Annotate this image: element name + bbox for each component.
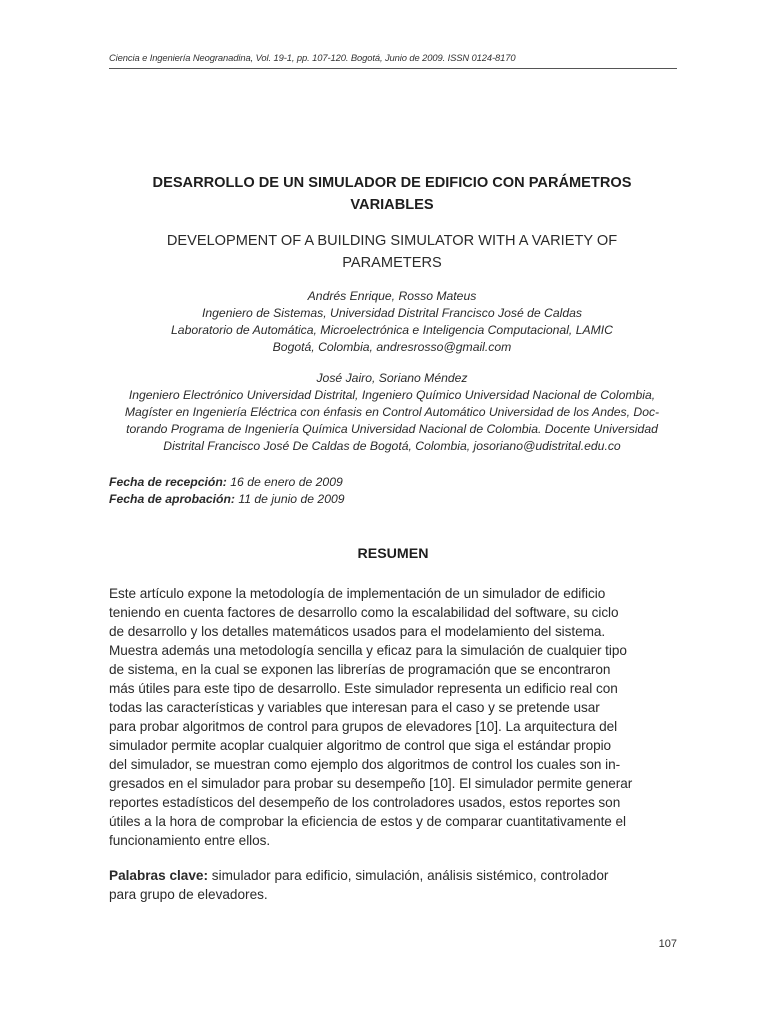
approved-date: [109, 491, 609, 508]
title-spanish: [140, 172, 644, 216]
author-affiliation-line: torando Programa de Ingeniería Química Universidad Nacional de Colombia. Docente Universidad: [126, 422, 658, 436]
author-block-2: [100, 370, 684, 455]
submission-dates: [109, 474, 609, 508]
abstract-line: de sistema, en la cual se exponen las librerías de programación que se encontraron: [109, 662, 611, 677]
title-spanish-line-2: VARIABLES: [350, 197, 434, 213]
author-affiliation-line: Laboratorio de Automática, Microelectrónica e Inteligencia Computacional, LAMIC: [171, 323, 613, 337]
section-heading-resumen: RESUMEN: [357, 546, 429, 562]
abstract-line: gresados en el simulador para probar su desempeño [10]. El simulador permite generar: [109, 776, 633, 791]
abstract-line: simulador permite acoplar cualquier algoritmo de control que siga el estándar propio: [109, 738, 612, 753]
title-english-line-1: DEVELOPMENT OF A BUILDING SIMULATOR WITH A VARIETY OF: [166, 233, 618, 249]
author-affiliation-line: Bogotá, Colombia, andresrosso@gmail.com: [272, 340, 512, 354]
abstract-line: del simulador, se muestran como ejemplo dos algoritmos de control los cuales son in-: [109, 757, 621, 772]
abstract-line: más útiles para este tipo de desarrollo. Este simulador representa un edificio real con: [109, 681, 618, 696]
page-number: 107: [658, 938, 677, 950]
keywords-text: simulador para edificio, simulación, análisis sistémico, controlador: [211, 868, 609, 883]
abstract-line: Este artículo expone la metodología de implementación de un simulador de edificio: [109, 586, 606, 601]
abstract-line: Muestra además una metodología sencilla y eficaz para la simulación de cualquier tipo: [109, 643, 627, 658]
abstract-line: útiles a la hora de comprobar la eficiencia de estos y de comparar cuantitativamente el: [109, 814, 627, 829]
author-block-1: [100, 288, 684, 356]
abstract-line: para probar algoritmos de control para grupos de elevadores [10]. La arquitectura del: [109, 719, 618, 734]
author-affiliation-line: Magíster en Ingeniería Eléctrica con énfasis en Control Automático Universidad de los Andes, Doc-: [124, 405, 660, 419]
title-spanish-line-1: DESARROLLO DE UN SIMULADOR DE EDIFICIO CON PARÁMETROS: [152, 175, 632, 191]
abstract-line: reportes estadísticos del desempeño de los controladores usados, estos reportes son: [109, 795, 621, 810]
author-name: Andrés Enrique, Rosso Mateus: [307, 289, 477, 303]
title-english: [150, 230, 634, 274]
author-affiliation-line: Ingeniero de Sistemas, Universidad Distrital Francisco José de Caldas: [201, 306, 582, 320]
title-english-line-2: PARAMETERS: [342, 255, 442, 271]
abstract-line: todas las características y variables que interesan para el caso y se pretende usar: [109, 700, 600, 715]
abstract-line: teniendo en cuenta factores de desarrollo como la escalabilidad del software, su ciclo: [109, 605, 619, 620]
received-date: [109, 474, 609, 491]
keywords-paragraph: [109, 866, 677, 904]
author-affiliation-line: Distrital Francisco José De Caldas de Bogotá, Colombia, josoriano@udistrital.edu.co: [163, 439, 621, 453]
abstract-body: [109, 584, 677, 850]
abstract-line: funcionamiento entre ellos.: [109, 833, 271, 848]
received-value: 16 de enero de 2009: [230, 475, 343, 489]
keywords-line-1: [109, 866, 677, 885]
author-name: José Jairo, Soriano Méndez: [316, 371, 468, 385]
header-divider: [109, 68, 677, 69]
keywords-line-2: para grupo de elevadores.: [109, 887, 268, 902]
keywords-label: Palabras clave:: [109, 868, 208, 883]
journal-citation: Ciencia e Ingeniería Neogranadina, Vol. 19-1, pp. 107-120. Bogotá, Junio de 2009. ISSN 0124-8170: [109, 52, 516, 63]
approved-label: Fecha de aprobación:: [109, 492, 235, 506]
received-label: Fecha de recepción:: [109, 475, 227, 489]
approved-value: 11 de junio de 2009: [238, 492, 345, 506]
author-affiliation-line: Ingeniero Electrónico Universidad Distrital, Ingeniero Químico Universidad Nacional de Colombia,: [128, 388, 656, 402]
abstract-line: de desarrollo y los detalles matemáticos usados para el modelamiento del sistema.: [109, 624, 606, 639]
